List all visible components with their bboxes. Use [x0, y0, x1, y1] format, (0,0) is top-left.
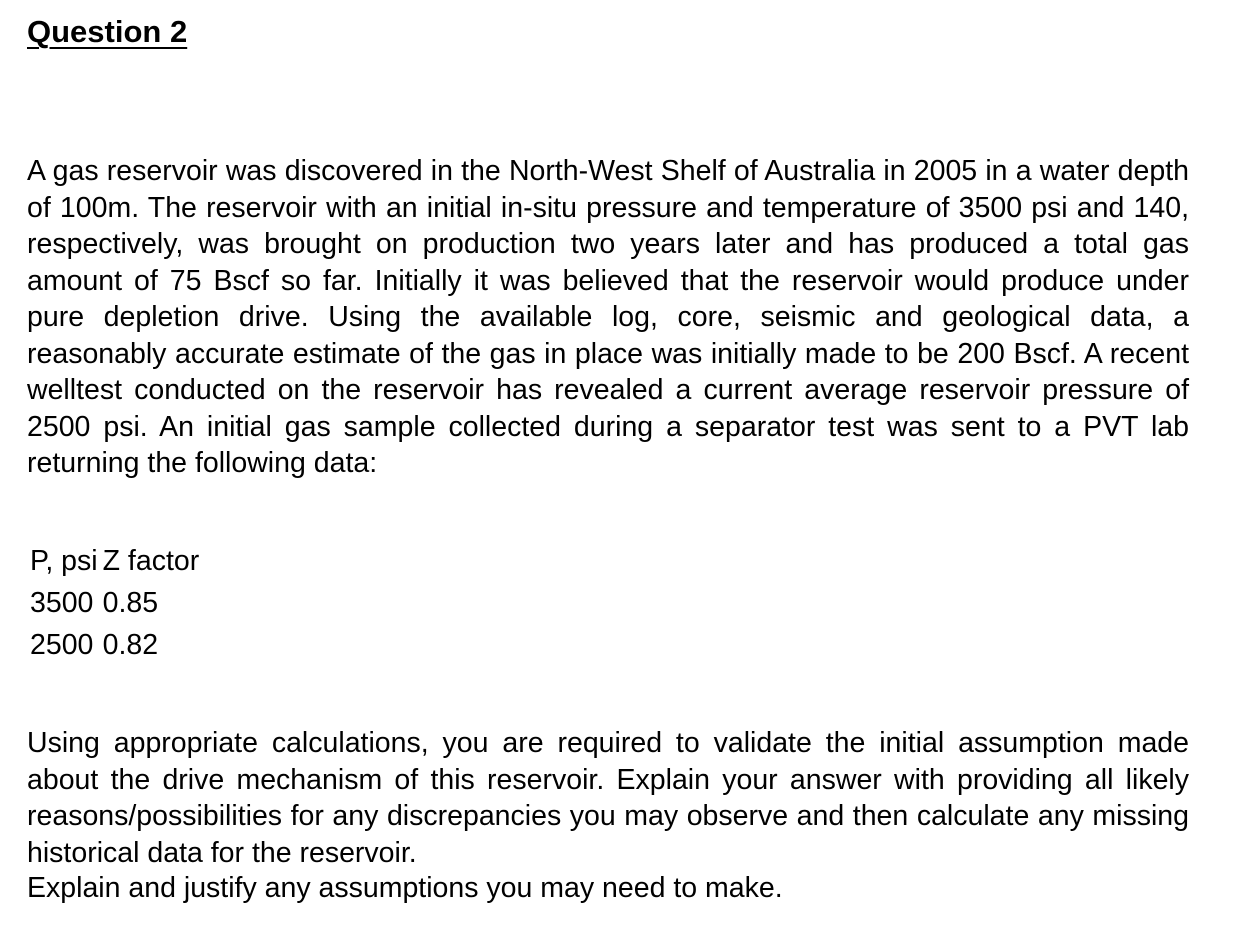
table-header-row	[30, 540, 199, 582]
table-cell-pressure: 3500	[30, 587, 94, 619]
question-title: Question 2	[27, 14, 188, 49]
table-cell-z-factor: 0.85	[102, 587, 159, 619]
problem-description-paragraph: A gas reservoir was discovered in the North-West Shelf of Australia in 2005 in a water depth of 100m. The reservoir with an initial in-situ pressure and temperature of 3500 psi and 140, respectively, was brought on production two years later and has produced a total gas amount of 75 Bscf so far. Initially it was believed that the reservoir would produce under pure depletion drive. Using the available log, core, seismic and geological data, a reasonably accurate estimate of the gas in place was initially made to be 200 Bscf. A recent welltest conducted on the reservoir has revealed a current average reservoir pressure of 2500 psi. An initial gas sample collected during a separator test was sent to a PVT lab returning the following data:	[27, 155, 1189, 479]
table-row	[30, 624, 199, 666]
table-cell-z-factor: 0.82	[102, 629, 159, 661]
table-row	[30, 582, 199, 624]
pressure-column-header: P, psi	[30, 545, 98, 577]
pvt-data-table	[30, 540, 199, 666]
task-instructions-paragraph: Using appropriate calculations, you are required to validate the initial assumption made about the drive mechanism of this reservoir. Explain your answer with providing all likely reasons/possibilities for any discrepancies you may observe and then calculate any missing historical data for the reservoir.	[27, 727, 1189, 869]
table-cell-pressure: 2500	[30, 629, 94, 661]
z-factor-column-header: Z factor	[102, 545, 200, 577]
assumptions-instruction: Explain and justify any assumptions you may need to make.	[27, 872, 783, 904]
